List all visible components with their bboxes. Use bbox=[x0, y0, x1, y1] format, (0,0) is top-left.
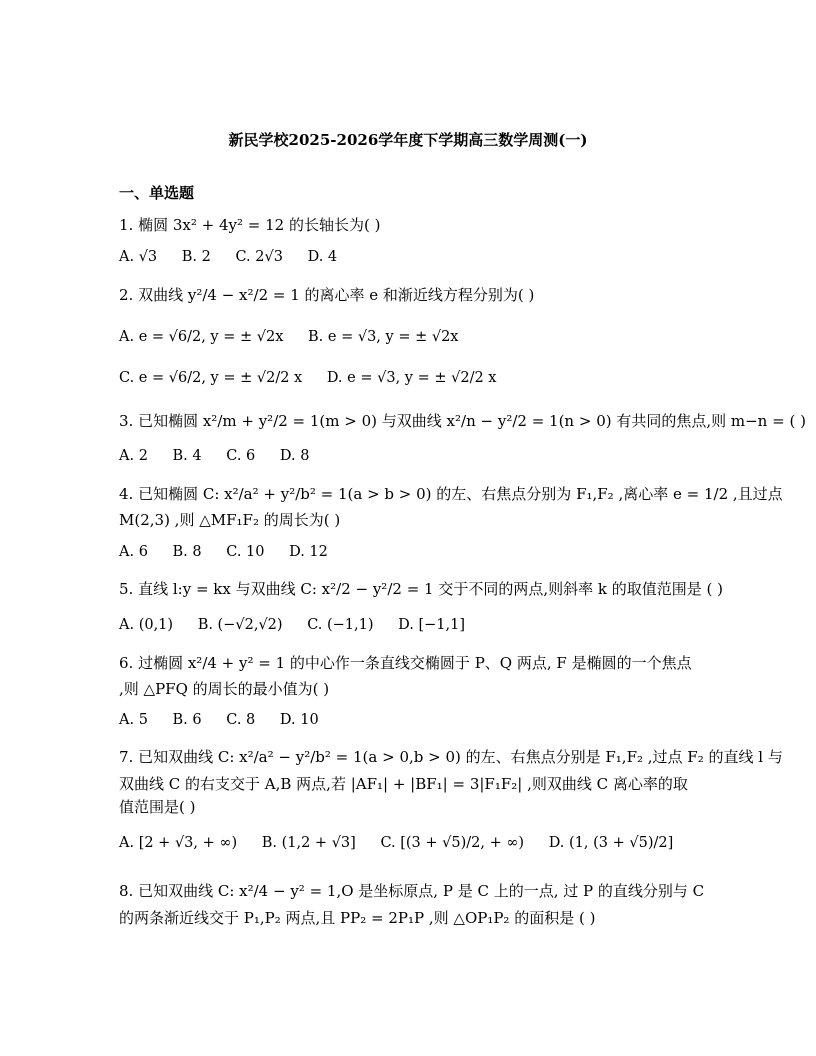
question-4-options bbox=[119, 542, 348, 562]
option-b: B. 2 bbox=[181, 249, 211, 265]
option-d: D. 4 bbox=[307, 249, 338, 265]
question-5-options bbox=[119, 615, 485, 635]
option-d: D. 8 bbox=[279, 448, 310, 464]
question-3-options bbox=[119, 446, 329, 466]
question-5-stem: 5. 直线 l:y = kx 与双曲线 C: x²/2 − y²/2 = 1 交于不同的两点,则斜率 k 的取值范围是 ( ) bbox=[119, 580, 723, 598]
option-d: D. [−1,1] bbox=[398, 617, 465, 633]
question-2-options-row2 bbox=[119, 368, 516, 388]
option-d: D. (1, (3 + √5)/2] bbox=[548, 835, 674, 851]
question-4-stem-cont: M(2,3) ,则 △MF₁F₂ 的周长为( ) bbox=[119, 511, 341, 529]
option-b: B. 4 bbox=[172, 448, 202, 464]
option-a: A. e = √6/2, y = ± √2x bbox=[119, 329, 284, 345]
option-c: C. (−1,1) bbox=[307, 617, 374, 633]
option-b: B. 8 bbox=[172, 544, 202, 560]
option-c: C. 10 bbox=[226, 544, 265, 560]
question-1-stem: 1. 椭圆 3x² + 4y² = 12 的长轴长为( ) bbox=[119, 216, 381, 234]
option-c: C. 2√3 bbox=[235, 249, 283, 265]
question-8-stem-cont: 的两条渐近线交于 P₁,P₂ 两点,且 PP₂ = 2P₁P ,则 △OP₁P₂ 的面积是 ( ) bbox=[119, 909, 596, 927]
question-3-stem: 3. 已知椭圆 x²/m + y²/2 = 1(m > 0) 与双曲线 x²/n − y²/2 = 1(n > 0) 有共同的焦点,则 m−n = ( ) bbox=[119, 412, 806, 430]
question-7-stem: 7. 已知双曲线 C: x²/a² − y²/b² = 1(a > 0,b > 0) 的左、右焦点分别是 F₁,F₂ ,过点 F₂ 的直线 l 与 bbox=[119, 748, 783, 766]
option-a: A. (0,1) bbox=[119, 617, 174, 633]
page-title: 新民学校2025-2026学年度下学期高三数学周测(一) bbox=[228, 131, 588, 149]
question-6-options bbox=[119, 710, 339, 730]
question-7-options bbox=[119, 833, 693, 853]
option-d: D. 12 bbox=[289, 544, 328, 560]
question-6-stem-cont: ,则 △PFQ 的周长的最小值为( ) bbox=[119, 680, 330, 698]
question-8-stem: 8. 已知双曲线 C: x²/4 − y² = 1,O 是坐标原点, P 是 C 上的一点, 过 P 的直线分别与 C bbox=[119, 882, 705, 900]
question-4-stem: 4. 已知椭圆 C: x²/a² + y²/b² = 1(a > b > 0) 的左、右焦点分别为 F₁,F₂ ,离心率 e = 1/2 ,且过点 bbox=[119, 485, 783, 503]
question-7-stem-cont: 双曲线 C 的右支交于 A,B 两点,若 |AF₁| + |BF₁| = 3|F₁F₂| ,则双曲线 C 离心率的取 bbox=[119, 775, 688, 793]
option-a: A. 5 bbox=[119, 712, 148, 728]
option-b: B. (1,2 + √3] bbox=[261, 835, 356, 851]
question-2-options-row1 bbox=[119, 327, 478, 347]
option-a: A. [2 + √3, + ∞) bbox=[119, 835, 238, 851]
question-1-options bbox=[119, 247, 357, 267]
option-a: A. √3 bbox=[119, 249, 158, 265]
option-b: B. e = √3, y = ± √2x bbox=[308, 329, 459, 345]
option-c: C. e = √6/2, y = ± √2/2 x bbox=[119, 370, 303, 386]
option-c: C. [(3 + √5)/2, + ∞) bbox=[380, 835, 525, 851]
option-b: B. 6 bbox=[172, 712, 202, 728]
option-c: C. 8 bbox=[226, 712, 256, 728]
section-heading: 一、单选题 bbox=[119, 184, 195, 202]
option-c: C. 6 bbox=[226, 448, 256, 464]
question-2-stem: 2. 双曲线 y²/4 − x²/2 = 1 的离心率 e 和渐近线方程分别为( ) bbox=[119, 286, 535, 304]
option-d: D. 10 bbox=[279, 712, 319, 728]
option-b: B. (−√2,√2) bbox=[197, 617, 283, 633]
option-a: A. 2 bbox=[119, 448, 148, 464]
question-6-stem: 6. 过椭圆 x²/4 + y² = 1 的中心作一条直线交椭圆于 P、Q 两点, F 是椭圆的一个焦点 bbox=[119, 654, 692, 672]
option-d: D. e = √3, y = ± √2/2 x bbox=[326, 370, 497, 386]
option-a: A. 6 bbox=[119, 544, 148, 560]
question-7-stem-cont2: 值范围是( ) bbox=[119, 798, 196, 816]
